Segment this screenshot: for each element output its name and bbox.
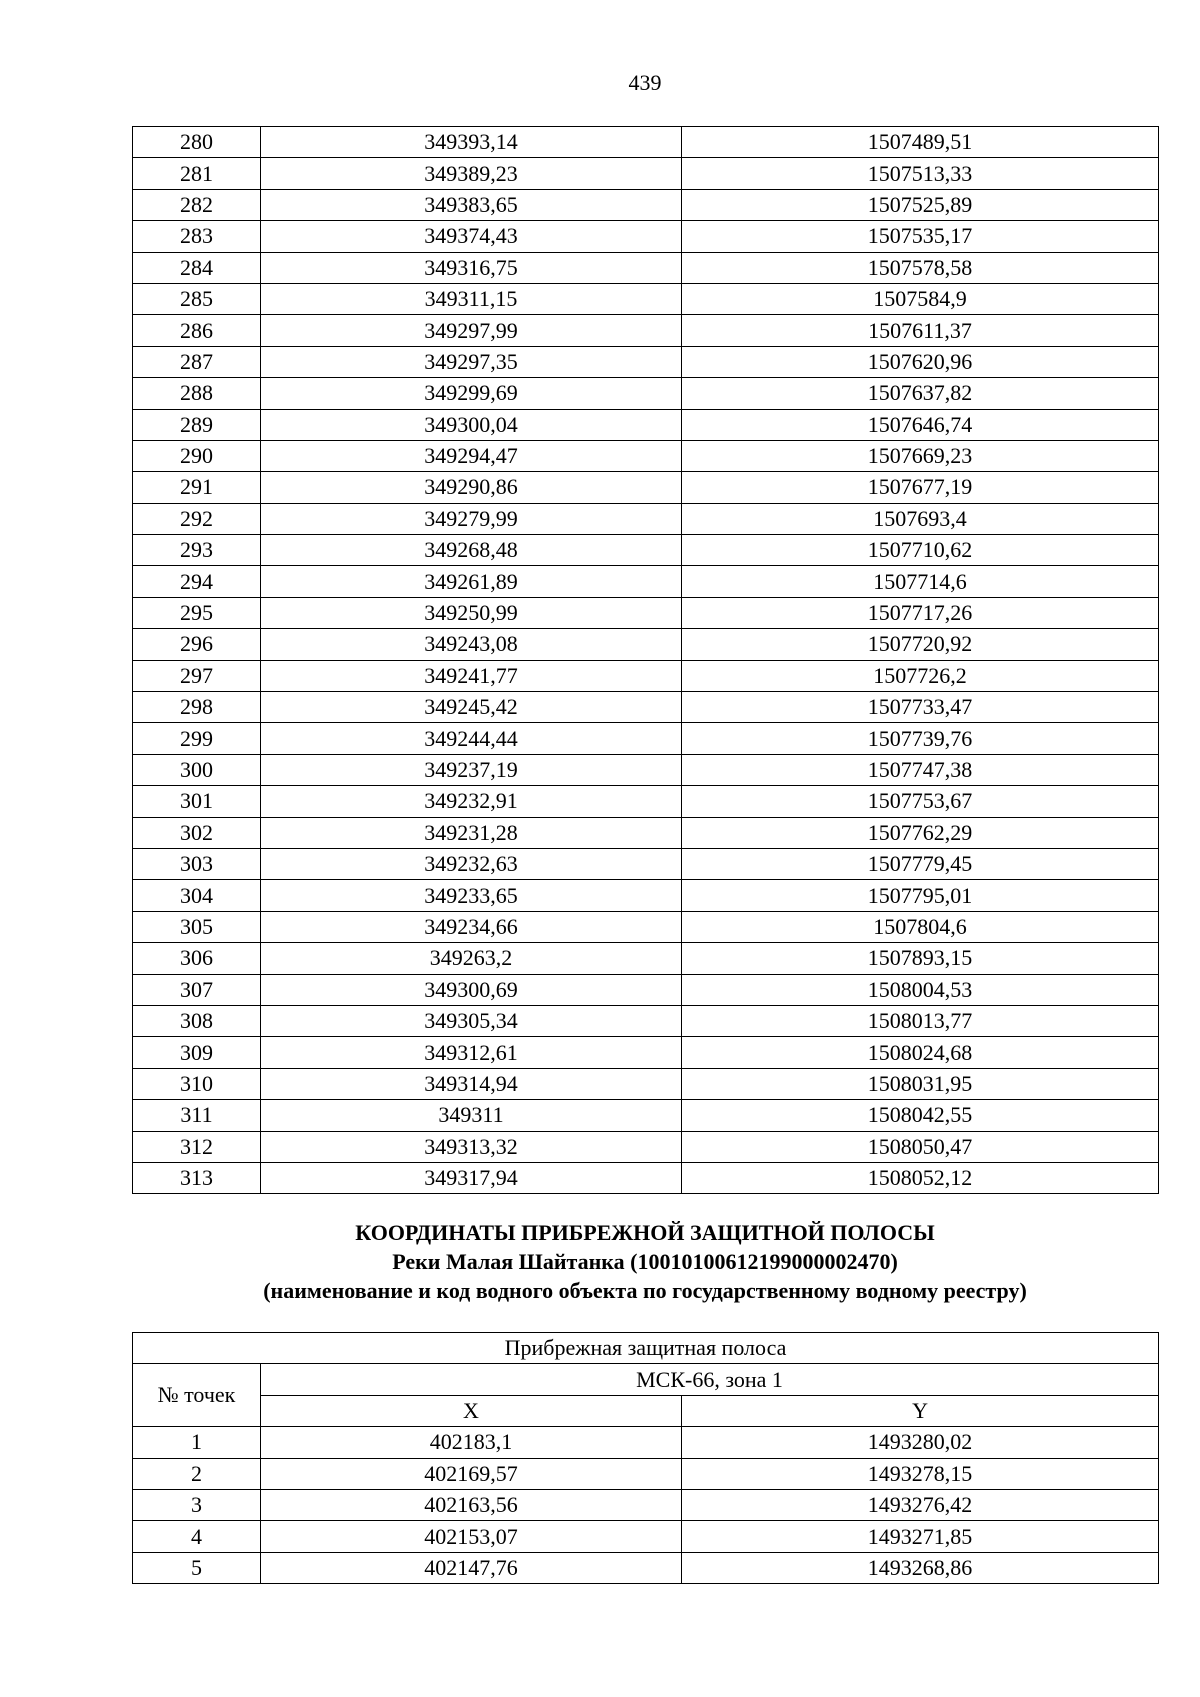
point-number-cell: 298 xyxy=(133,692,261,723)
table-row xyxy=(133,1005,1159,1036)
y-coordinate-cell: 1508013,77 xyxy=(682,1005,1159,1036)
x-coordinate-cell: 349383,65 xyxy=(261,189,682,220)
table-row xyxy=(133,1162,1159,1193)
table-row xyxy=(133,503,1159,534)
y-coordinate-cell: 1507893,15 xyxy=(682,943,1159,974)
table-row xyxy=(133,597,1159,628)
point-number-cell: 306 xyxy=(133,943,261,974)
points-header: № точек xyxy=(133,1364,261,1427)
y-coordinate-cell: 1493278,15 xyxy=(682,1458,1159,1489)
table-row xyxy=(133,409,1159,440)
y-coordinate-cell: 1493271,85 xyxy=(682,1521,1159,1552)
point-number-cell: 294 xyxy=(133,566,261,597)
x-coordinate-cell: 349313,32 xyxy=(261,1131,682,1162)
x-coordinate-cell: 349297,35 xyxy=(261,346,682,377)
x-coordinate-cell: 349393,14 xyxy=(261,127,682,158)
point-number-cell: 281 xyxy=(133,158,261,189)
point-number-cell: 293 xyxy=(133,535,261,566)
x-coordinate-cell: 402147,76 xyxy=(261,1552,682,1583)
x-coordinate-cell: 349314,94 xyxy=(261,1068,682,1099)
table-row xyxy=(133,127,1159,158)
point-number-cell: 301 xyxy=(133,786,261,817)
point-number-cell: 296 xyxy=(133,629,261,660)
x-coordinate-cell: 349231,28 xyxy=(261,817,682,848)
x-coordinate-cell: 349389,23 xyxy=(261,158,682,189)
x-coordinate-cell: 349312,61 xyxy=(261,1037,682,1068)
y-coordinate-cell: 1507611,37 xyxy=(682,315,1159,346)
y-coordinate-cell: 1507535,17 xyxy=(682,221,1159,252)
x-coordinate-cell: 349241,77 xyxy=(261,660,682,691)
y-coordinate-cell: 1507753,67 xyxy=(682,786,1159,817)
point-number-cell: 282 xyxy=(133,189,261,220)
table-row xyxy=(133,158,1159,189)
y-coordinate-cell: 1493268,86 xyxy=(682,1552,1159,1583)
y-coordinate-cell: 1507693,4 xyxy=(682,503,1159,534)
y-coordinate-cell: 1507525,89 xyxy=(682,189,1159,220)
point-number-cell: 284 xyxy=(133,252,261,283)
point-number-cell: 303 xyxy=(133,848,261,879)
y-coordinate-cell: 1507578,58 xyxy=(682,252,1159,283)
x-coordinate-cell: 349279,99 xyxy=(261,503,682,534)
table-row xyxy=(133,1100,1159,1131)
table-row xyxy=(133,1068,1159,1099)
point-number-cell: 304 xyxy=(133,880,261,911)
table-row xyxy=(133,786,1159,817)
x-coordinate-cell: 349300,04 xyxy=(261,409,682,440)
y-coordinate-cell: 1507714,6 xyxy=(682,566,1159,597)
protective-strip-table xyxy=(132,1332,1159,1584)
y-coordinate-cell: 1508042,55 xyxy=(682,1100,1159,1131)
y-coordinate-cell: 1507637,82 xyxy=(682,378,1159,409)
table-caption-row xyxy=(133,1333,1159,1364)
coordinates-table-body xyxy=(133,127,1159,1194)
point-number-cell: 287 xyxy=(133,346,261,377)
table-row xyxy=(133,1552,1159,1583)
crs-header: МСК-66, зона 1 xyxy=(261,1364,1159,1395)
x-coordinate-cell: 349243,08 xyxy=(261,629,682,660)
y-coordinate-cell: 1507779,45 xyxy=(682,848,1159,879)
y-coordinate-cell: 1507739,76 xyxy=(682,723,1159,754)
table-row xyxy=(133,283,1159,314)
x-coordinate-cell: 402169,57 xyxy=(261,1458,682,1489)
table-row xyxy=(133,1521,1159,1552)
point-number-cell: 1 xyxy=(133,1427,261,1458)
point-number-cell: 302 xyxy=(133,817,261,848)
table-row xyxy=(133,221,1159,252)
table-row xyxy=(133,754,1159,785)
point-number-cell: 283 xyxy=(133,221,261,252)
x-header: X xyxy=(261,1395,682,1426)
x-coordinate-cell: 349316,75 xyxy=(261,252,682,283)
x-coordinate-cell: 349261,89 xyxy=(261,566,682,597)
y-coordinate-cell: 1507669,23 xyxy=(682,440,1159,471)
y-coordinate-cell: 1508024,68 xyxy=(682,1037,1159,1068)
x-coordinate-cell: 349300,69 xyxy=(261,974,682,1005)
y-coordinate-cell: 1508004,53 xyxy=(682,974,1159,1005)
y-coordinate-cell: 1507513,33 xyxy=(682,158,1159,189)
point-number-cell: 286 xyxy=(133,315,261,346)
point-number-cell: 308 xyxy=(133,1005,261,1036)
point-number-cell: 310 xyxy=(133,1068,261,1099)
y-coordinate-cell: 1507677,19 xyxy=(682,472,1159,503)
point-number-cell: 3 xyxy=(133,1489,261,1520)
table-row xyxy=(133,692,1159,723)
point-number-cell: 299 xyxy=(133,723,261,754)
x-coordinate-cell: 402153,07 xyxy=(261,1521,682,1552)
table-row xyxy=(133,378,1159,409)
x-coordinate-cell: 349311 xyxy=(261,1100,682,1131)
y-coordinate-cell: 1507747,38 xyxy=(682,754,1159,785)
table-row xyxy=(133,943,1159,974)
x-coordinate-cell: 349374,43 xyxy=(261,221,682,252)
table-row xyxy=(133,315,1159,346)
x-coordinate-cell: 349245,42 xyxy=(261,692,682,723)
table-row xyxy=(133,1131,1159,1162)
heading-water-object: Реки Малая Шайтанка (10010100612199000002470) xyxy=(392,1249,898,1274)
y-coordinate-cell: 1493280,02 xyxy=(682,1427,1159,1458)
point-number-cell: 297 xyxy=(133,660,261,691)
x-coordinate-cell: 349294,47 xyxy=(261,440,682,471)
x-coordinate-cell: 349233,65 xyxy=(261,880,682,911)
point-number-cell: 5 xyxy=(133,1552,261,1583)
y-coordinate-cell: 1507762,29 xyxy=(682,817,1159,848)
x-coordinate-cell: 349268,48 xyxy=(261,535,682,566)
table-caption: Прибрежная защитная полоса xyxy=(133,1333,1159,1364)
point-number-cell: 307 xyxy=(133,974,261,1005)
x-coordinate-cell: 349305,34 xyxy=(261,1005,682,1036)
point-number-cell: 313 xyxy=(133,1162,261,1193)
x-coordinate-cell: 349232,63 xyxy=(261,848,682,879)
y-coordinate-cell: 1507726,2 xyxy=(682,660,1159,691)
x-coordinate-cell: 402183,1 xyxy=(261,1427,682,1458)
point-number-cell: 2 xyxy=(133,1458,261,1489)
point-number-cell: 290 xyxy=(133,440,261,471)
x-coordinate-cell: 349297,99 xyxy=(261,315,682,346)
x-coordinate-cell: 349232,91 xyxy=(261,786,682,817)
x-coordinate-cell: 349250,99 xyxy=(261,597,682,628)
point-number-cell: 289 xyxy=(133,409,261,440)
table-row xyxy=(133,535,1159,566)
heading-note: (наименование и код водного объекта по государственному водному реестру) xyxy=(263,1278,1027,1303)
table-row xyxy=(133,1427,1159,1458)
table-row xyxy=(133,252,1159,283)
point-number-cell: 285 xyxy=(133,283,261,314)
table-row xyxy=(133,472,1159,503)
x-coordinate-cell: 349290,86 xyxy=(261,472,682,503)
point-number-cell: 300 xyxy=(133,754,261,785)
y-coordinate-cell: 1507717,26 xyxy=(682,597,1159,628)
table-header-row xyxy=(133,1364,1159,1395)
x-coordinate-cell: 349244,44 xyxy=(261,723,682,754)
y-coordinate-cell: 1507733,47 xyxy=(682,692,1159,723)
point-number-cell: 312 xyxy=(133,1131,261,1162)
y-coordinate-cell: 1508031,95 xyxy=(682,1068,1159,1099)
point-number-cell: 4 xyxy=(133,1521,261,1552)
page-number: 439 xyxy=(628,70,662,95)
table-row xyxy=(133,629,1159,660)
y-coordinate-cell: 1507804,6 xyxy=(682,911,1159,942)
x-coordinate-cell: 349317,94 xyxy=(261,1162,682,1193)
table-row xyxy=(133,817,1159,848)
y-coordinate-cell: 1493276,42 xyxy=(682,1489,1159,1520)
table-row xyxy=(133,566,1159,597)
table-row xyxy=(133,911,1159,942)
x-coordinate-cell: 349234,66 xyxy=(261,911,682,942)
y-coordinate-cell: 1507720,92 xyxy=(682,629,1159,660)
table-row xyxy=(133,660,1159,691)
point-number-cell: 288 xyxy=(133,378,261,409)
y-coordinate-cell: 1507584,9 xyxy=(682,283,1159,314)
point-number-cell: 291 xyxy=(133,472,261,503)
table-row xyxy=(133,1458,1159,1489)
table-row xyxy=(133,440,1159,471)
point-number-cell: 305 xyxy=(133,911,261,942)
x-coordinate-cell: 349299,69 xyxy=(261,378,682,409)
y-coordinate-cell: 1507710,62 xyxy=(682,535,1159,566)
y-coordinate-cell: 1508052,12 xyxy=(682,1162,1159,1193)
y-coordinate-cell: 1507489,51 xyxy=(682,127,1159,158)
table-axis-row xyxy=(133,1395,1159,1426)
x-coordinate-cell: 402163,56 xyxy=(261,1489,682,1520)
y-coordinate-cell: 1507620,96 xyxy=(682,346,1159,377)
table-row xyxy=(133,1489,1159,1520)
y-coordinate-cell: 1507646,74 xyxy=(682,409,1159,440)
table-row xyxy=(133,974,1159,1005)
table-row xyxy=(133,189,1159,220)
point-number-cell: 295 xyxy=(133,597,261,628)
table-row xyxy=(133,1037,1159,1068)
protective-strip-table-body xyxy=(133,1427,1159,1584)
x-coordinate-cell: 349237,19 xyxy=(261,754,682,785)
point-number-cell: 311 xyxy=(133,1100,261,1131)
heading-title: КООРДИНАТЫ ПРИБРЕЖНОЙ ЗАЩИТНОЙ ПОЛОСЫ xyxy=(355,1220,935,1245)
x-coordinate-cell: 349263,2 xyxy=(261,943,682,974)
coordinates-table-continued xyxy=(132,126,1159,1194)
point-number-cell: 292 xyxy=(133,503,261,534)
point-number-cell: 309 xyxy=(133,1037,261,1068)
table-row xyxy=(133,848,1159,879)
table-row xyxy=(133,880,1159,911)
table-row xyxy=(133,346,1159,377)
table-row xyxy=(133,723,1159,754)
y-coordinate-cell: 1507795,01 xyxy=(682,880,1159,911)
x-coordinate-cell: 349311,15 xyxy=(261,283,682,314)
y-header: Y xyxy=(682,1395,1159,1426)
point-number-cell: 280 xyxy=(133,127,261,158)
section-heading xyxy=(132,1218,1158,1305)
y-coordinate-cell: 1508050,47 xyxy=(682,1131,1159,1162)
